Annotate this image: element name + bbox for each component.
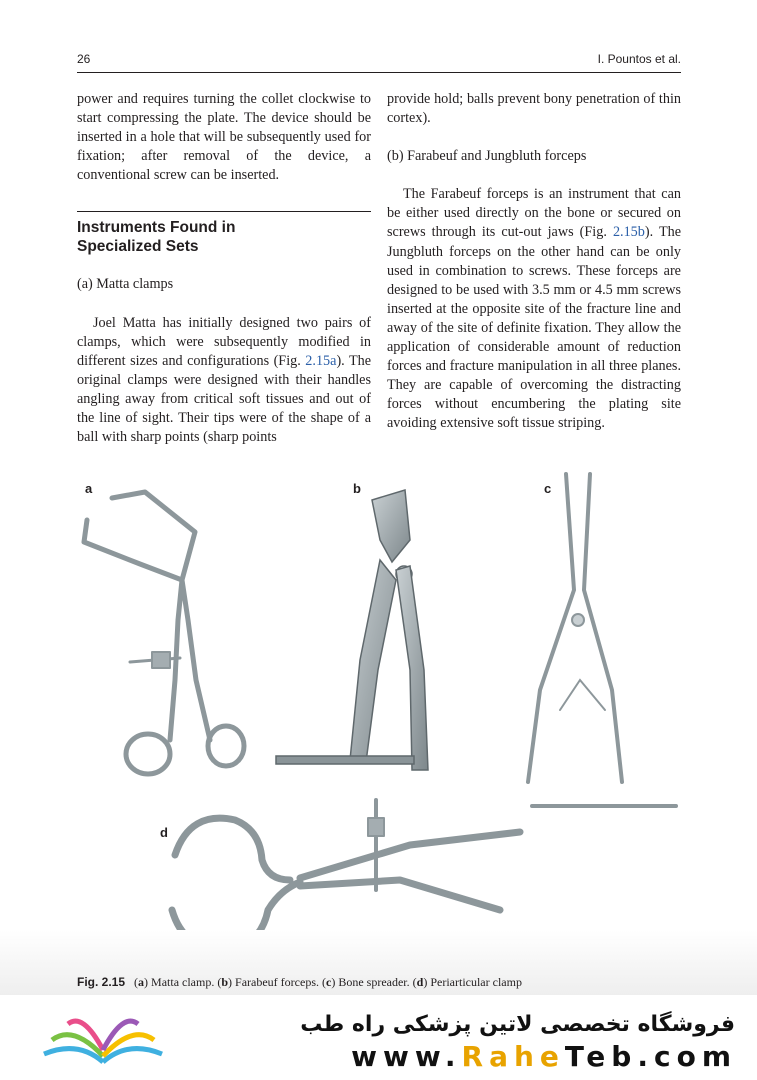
panel-label-c: c bbox=[544, 481, 552, 496]
paragraph-matta-clamps bbox=[77, 314, 371, 448]
figure-reference-link[interactable]: 2.15a bbox=[305, 352, 337, 369]
paragraph-farabeuf-forceps bbox=[387, 185, 681, 433]
caption-label-a: a bbox=[138, 975, 145, 989]
paragraph-continuation: provide hold; balls prevent bony penetration of thin cortex). bbox=[387, 91, 681, 127]
figure-caption bbox=[77, 975, 681, 990]
periarticular-clamp-image bbox=[172, 800, 520, 951]
site-highlight: Rahe bbox=[461, 1040, 565, 1073]
subhead-farabeuf-forceps: (b) Farabeuf and Jungbluth forceps bbox=[387, 148, 587, 165]
site-mid: Teb bbox=[564, 1040, 638, 1073]
figure-reference-link[interactable]: 2.15b bbox=[612, 224, 645, 241]
shop-name: فروشگاه تخصصی لاتین پزشکی راه طب bbox=[300, 1012, 735, 1037]
paragraph-text: ). The original clamps were designed with their handles angling away from critical soft tissues and out of the line of sight. Their tips were of the shape of a ball with sharp points (sharp points bbox=[77, 352, 372, 446]
caption-part-d: Periarticular clamp bbox=[430, 975, 522, 989]
panel-label-a: a bbox=[85, 481, 93, 496]
section-title-line2: Specialized Sets bbox=[77, 238, 199, 256]
caption-number: Fig. 2.15 bbox=[77, 975, 126, 989]
running-authors: I. Pountos et al. bbox=[597, 52, 681, 66]
open-book-logo-icon bbox=[38, 1010, 168, 1066]
site-url[interactable] bbox=[351, 1040, 737, 1073]
caption-label-d: d bbox=[416, 975, 424, 989]
paragraph-text: Joel Matta has initially designed two pairs of clamps, which were subsequently modified in different sizes and configurations (Fig. bbox=[77, 314, 371, 369]
page-number: 26 bbox=[77, 52, 91, 66]
caption-label-b: b bbox=[221, 975, 229, 989]
paragraph-text: The Farabeuf forceps is an instrument that can be either used directly on the bone or secured on screws through its cut-out jaws (Fig. bbox=[387, 186, 681, 241]
left-column bbox=[77, 90, 371, 447]
paragraph-compression-device: power and requires turning the collet clockwise to start compressing the plate. The device should be inserted in a hole that will be subsequently used for fixation; after removal of the device, a conventional screw can be inserted. bbox=[77, 91, 371, 184]
caption-part-b: Farabeuf forceps. bbox=[235, 975, 319, 989]
right-column bbox=[387, 90, 681, 434]
instrument-illustrations bbox=[0, 470, 757, 965]
subhead-matta-clamps: (a) Matta clamps bbox=[77, 276, 174, 293]
matta-clamp-image bbox=[84, 492, 244, 774]
caption-label-c: c bbox=[326, 975, 332, 989]
caption-part-c: Bone spreader. bbox=[338, 975, 410, 989]
site-prefix: www. bbox=[351, 1040, 462, 1073]
panel-label-d: d bbox=[160, 825, 168, 840]
caption-part-a: Matta clamp. bbox=[151, 975, 215, 989]
header-rule bbox=[77, 72, 681, 73]
bone-spreader-image bbox=[528, 474, 676, 806]
panel-label-b: b bbox=[353, 481, 361, 496]
section-title bbox=[77, 218, 371, 256]
site-suffix: .com bbox=[637, 1040, 737, 1073]
caption-text: (a) Matta clamp. (b) Farabeuf forceps. (c) Bone spreader. (d) Periarticular clamp bbox=[134, 975, 522, 989]
figure-2-15 bbox=[0, 470, 757, 965]
farabeuf-forceps-image bbox=[276, 490, 428, 770]
section-title-line1: Instruments Found in bbox=[77, 219, 236, 237]
section-rule bbox=[77, 211, 371, 212]
paragraph-text: ). The Jungbluth forceps on the other hand can be only used in combination to screws. These forceps are designed to be used with 3.5 mm or 4.5 mm screws inserted at the opposite site of the fracture line and away of the site of definite fixation. They allow the application of considerable amount of reduction forces and fracture manipulation in all three planes. They are capable of overcoming the distracting forces without encumbering the plating site avoiding extensive soft tissue striping. bbox=[387, 224, 681, 432]
